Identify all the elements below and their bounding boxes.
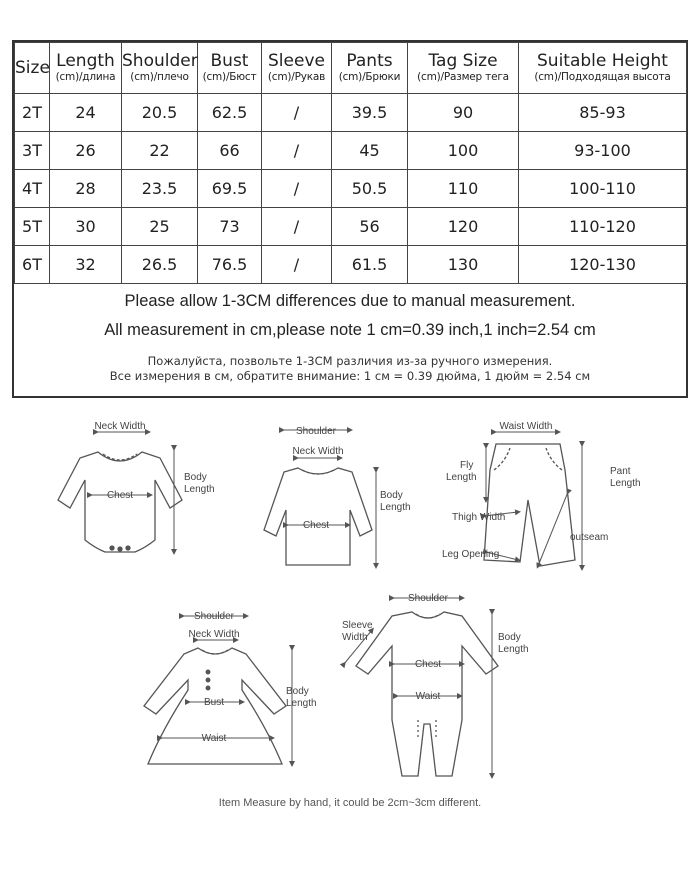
table-cell: 5T <box>15 208 50 246</box>
shirt-shoulder-label: Shoulder <box>295 426 337 437</box>
dress-bust-label: Bust <box>203 697 225 708</box>
table-cell: 62.5 <box>198 94 262 132</box>
dress-shoulder-label: Shoulder <box>193 611 235 622</box>
table-cell: / <box>262 132 332 170</box>
pants-pant-label-2: Length <box>610 478 641 489</box>
romper-body-label-2: Length <box>498 644 529 655</box>
romper-waist-label: Waist <box>415 691 441 702</box>
table-cell: 32 <box>50 246 122 284</box>
table-cell: 93-100 <box>519 132 687 170</box>
header-size: Size <box>15 43 50 94</box>
header-length: Length (cm)/длина <box>50 43 122 94</box>
table-cell: 73 <box>198 208 262 246</box>
table-cell: / <box>262 94 332 132</box>
header-shoulder: Shoulder (cm)/плечо <box>122 43 198 94</box>
table-cell: 69.5 <box>198 170 262 208</box>
table-cell: 45 <box>332 132 408 170</box>
table-cell: 26.5 <box>122 246 198 284</box>
romper-chest-label: Chest <box>414 659 442 670</box>
table-cell: 24 <box>50 94 122 132</box>
header-tag-size: Tag Size (cm)/Размер тега <box>408 43 519 94</box>
header-suitable-height: Suitable Height (cm)/Подходящая высота <box>519 43 687 94</box>
table-row <box>15 170 687 208</box>
table-cell: 22 <box>122 132 198 170</box>
table-cell: 100-110 <box>519 170 687 208</box>
pants-diagram <box>484 444 575 566</box>
footer-note: Item Measure by hand, it could be 2cm~3cm different. <box>218 797 482 809</box>
diagram-svg <box>0 400 700 890</box>
measurement-diagrams <box>0 400 700 890</box>
table-cell: 85-93 <box>519 94 687 132</box>
table-cell: 110-120 <box>519 208 687 246</box>
shirt-diagram <box>264 468 372 565</box>
note-line-4: Все измерения в см, обратите внимание: 1 см = 0.39 дюйма, 1 дюйм = 2.54 см <box>109 369 591 383</box>
table-cell: / <box>262 170 332 208</box>
table-cell: 3T <box>15 132 50 170</box>
romper-sleeve-label-2: Width <box>342 632 368 643</box>
table-cell: 100 <box>408 132 519 170</box>
bodysuit-body-label-2: Length <box>184 484 215 495</box>
pants-outseam-label: outseam <box>570 532 609 543</box>
pants-thigh-label: Thigh Width <box>452 512 506 523</box>
table-cell: 66 <box>198 132 262 170</box>
size-chart <box>12 40 688 398</box>
dress-neck-label: Neck Width <box>188 629 240 640</box>
pants-pant-label-1: Pant <box>610 466 631 477</box>
note-line-1: Please allow 1-3CM differences due to manual measurement. <box>124 292 576 310</box>
table-cell: 39.5 <box>332 94 408 132</box>
table-cell: 6T <box>15 246 50 284</box>
note-line-2: All measurement in cm,please note 1 cm=0.39 inch,1 inch=2.54 cm <box>104 321 596 339</box>
size-table <box>14 42 687 284</box>
table-row <box>15 132 687 170</box>
shirt-neck-label: Neck Width <box>292 446 344 457</box>
table-cell: 56 <box>332 208 408 246</box>
dress-body-label-1: Body <box>286 686 309 697</box>
shirt-chest-label: Chest <box>302 520 330 531</box>
table-cell: 4T <box>15 170 50 208</box>
table-cell: 76.5 <box>198 246 262 284</box>
romper-body-label-1: Body <box>498 632 521 643</box>
header-sleeve: Sleeve (cm)/Рукав <box>262 43 332 94</box>
note-line-3: Пожалуйста, позвольте 1-3CM различия из-за ручного измерения. <box>147 354 553 368</box>
table-cell: 30 <box>50 208 122 246</box>
bodysuit-body-label-1: Body <box>184 472 207 483</box>
romper-sleeve-label-1: Sleeve <box>342 620 373 631</box>
table-cell: 23.5 <box>122 170 198 208</box>
table-row <box>15 246 687 284</box>
table-cell: 120 <box>408 208 519 246</box>
pants-waist-label: Waist Width <box>499 421 553 432</box>
table-cell: 26 <box>50 132 122 170</box>
header-pants: Pants (cm)/Брюки <box>332 43 408 94</box>
bodysuit-chest-label: Chest <box>106 490 134 501</box>
table-cell: 61.5 <box>332 246 408 284</box>
table-header-row <box>15 43 687 94</box>
dress-body-label-2: Length <box>286 698 317 709</box>
table-row <box>15 208 687 246</box>
table-cell: 120-130 <box>519 246 687 284</box>
romper-shoulder-label: Shoulder <box>407 593 449 604</box>
shirt-body-label-2: Length <box>380 502 411 513</box>
table-cell: 28 <box>50 170 122 208</box>
table-cell: 2T <box>15 94 50 132</box>
table-cell: 90 <box>408 94 519 132</box>
table-cell: / <box>262 246 332 284</box>
table-cell: 130 <box>408 246 519 284</box>
table-cell: / <box>262 208 332 246</box>
table-cell: 50.5 <box>332 170 408 208</box>
table-cell: 20.5 <box>122 94 198 132</box>
pants-fly-label-1: Fly <box>460 460 474 471</box>
header-bust: Bust (cm)/Бюст <box>198 43 262 94</box>
bodysuit-neck-label: Neck Width <box>94 421 146 432</box>
table-row <box>15 94 687 132</box>
table-cell: 110 <box>408 170 519 208</box>
dress-waist-label: Waist <box>201 733 227 744</box>
pants-leg-label: Leg Opening <box>442 549 500 560</box>
pants-fly-label-2: Length <box>446 472 477 483</box>
shirt-body-label-1: Body <box>380 490 403 501</box>
bodysuit-diagram <box>58 452 182 552</box>
table-cell: 25 <box>122 208 198 246</box>
measurement-notes <box>14 284 686 404</box>
